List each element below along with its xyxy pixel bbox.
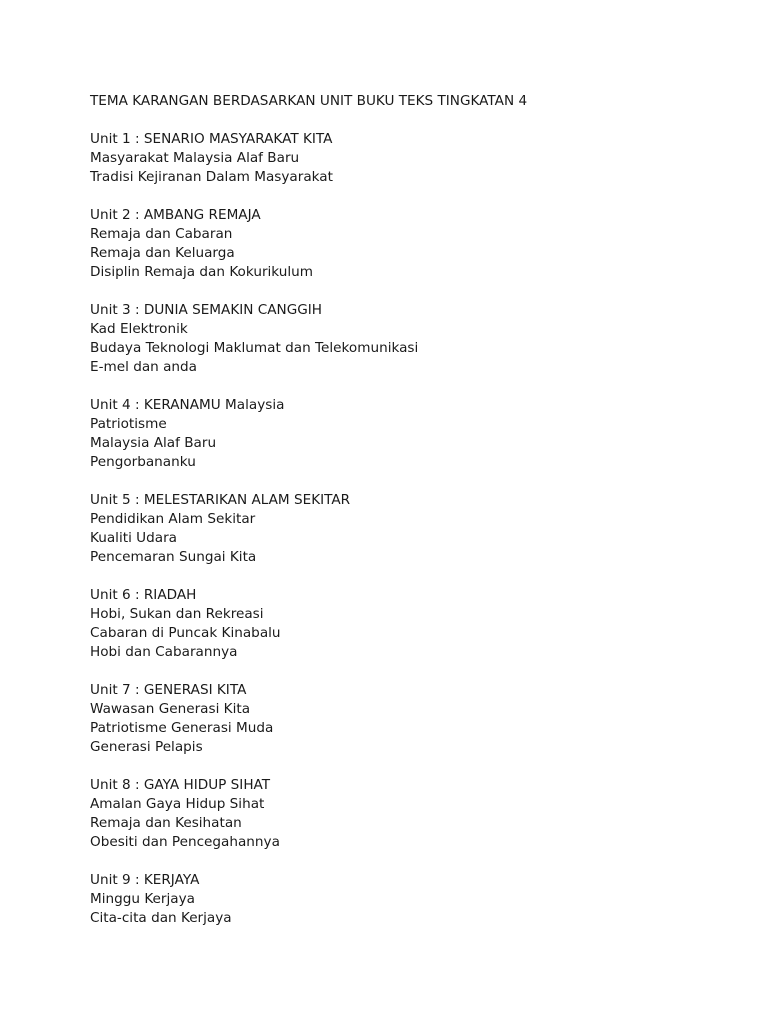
topic-item: Pencemaran Sungai Kita [90,549,257,565]
topic-item: Remaja dan Keluarga [90,245,235,261]
unit-heading: Unit 9 : KERJAYA [90,872,200,888]
unit-heading: Unit 5 : MELESTARIKAN ALAM SEKITAR [90,492,351,508]
unit-section-8 [90,776,730,852]
unit-section-5 [90,491,730,567]
topic-item: Cita-cita dan Kerjaya [90,910,232,926]
topic-item: Disiplin Remaja dan Kokurikulum [90,264,314,280]
topic-item: Minggu Kerjaya [90,891,195,907]
topic-item: Budaya Teknologi Maklumat dan Telekomunikasi [90,340,419,356]
unit-section-4 [90,396,730,472]
topic-item: Obesiti dan Pencegahannya [90,834,280,850]
unit-heading: Unit 8 : GAYA HIDUP SIHAT [90,777,271,793]
topic-item: Amalan Gaya Hidup Sihat [90,796,265,812]
unit-section-1 [90,130,730,187]
topic-item: Hobi dan Cabarannya [90,644,238,660]
unit-heading: Unit 3 : DUNIA SEMAKIN CANGGIH [90,302,322,318]
unit-section-2 [90,206,730,282]
topic-item: Remaja dan Cabaran [90,226,233,242]
unit-heading: Unit 7 : GENERASI KITA [90,682,247,698]
topic-item: Remaja dan Kesihatan [90,815,242,831]
unit-section-6 [90,586,730,662]
topic-item: Hobi, Sukan dan Rekreasi [90,606,264,622]
document-body [90,92,730,947]
document-title: TEMA KARANGAN BERDASARKAN UNIT BUKU TEKS TINGKATAN 4 [90,93,528,109]
unit-heading: Unit 6 : RIADAH [90,587,197,603]
topic-item: Masyarakat Malaysia Alaf Baru [90,150,300,166]
unit-section-9 [90,871,730,928]
topic-item: Kad Elektronik [90,321,188,337]
unit-section-7 [90,681,730,757]
topic-item: Cabaran di Puncak Kinabalu [90,625,281,641]
unit-heading: Unit 4 : KERANAMU Malaysia [90,397,285,413]
unit-list [90,130,730,928]
unit-heading: Unit 1 : SENARIO MASYARAKAT KITA [90,131,333,147]
topic-item: Tradisi Kejiranan Dalam Masyarakat [90,169,333,185]
topic-item: Patriotisme [90,416,167,432]
topic-item: Wawasan Generasi Kita [90,701,251,717]
unit-heading: Unit 2 : AMBANG REMAJA [90,207,261,223]
topic-item: Malaysia Alaf Baru [90,435,217,451]
topic-item: Generasi Pelapis [90,739,203,755]
unit-section-3 [90,301,730,377]
topic-item: Kualiti Udara [90,530,177,546]
topic-item: Pendidikan Alam Sekitar [90,511,256,527]
topic-item: Patriotisme Generasi Muda [90,720,274,736]
topic-item: Pengorbananku [90,454,196,470]
topic-item: E-mel dan anda [90,359,197,375]
